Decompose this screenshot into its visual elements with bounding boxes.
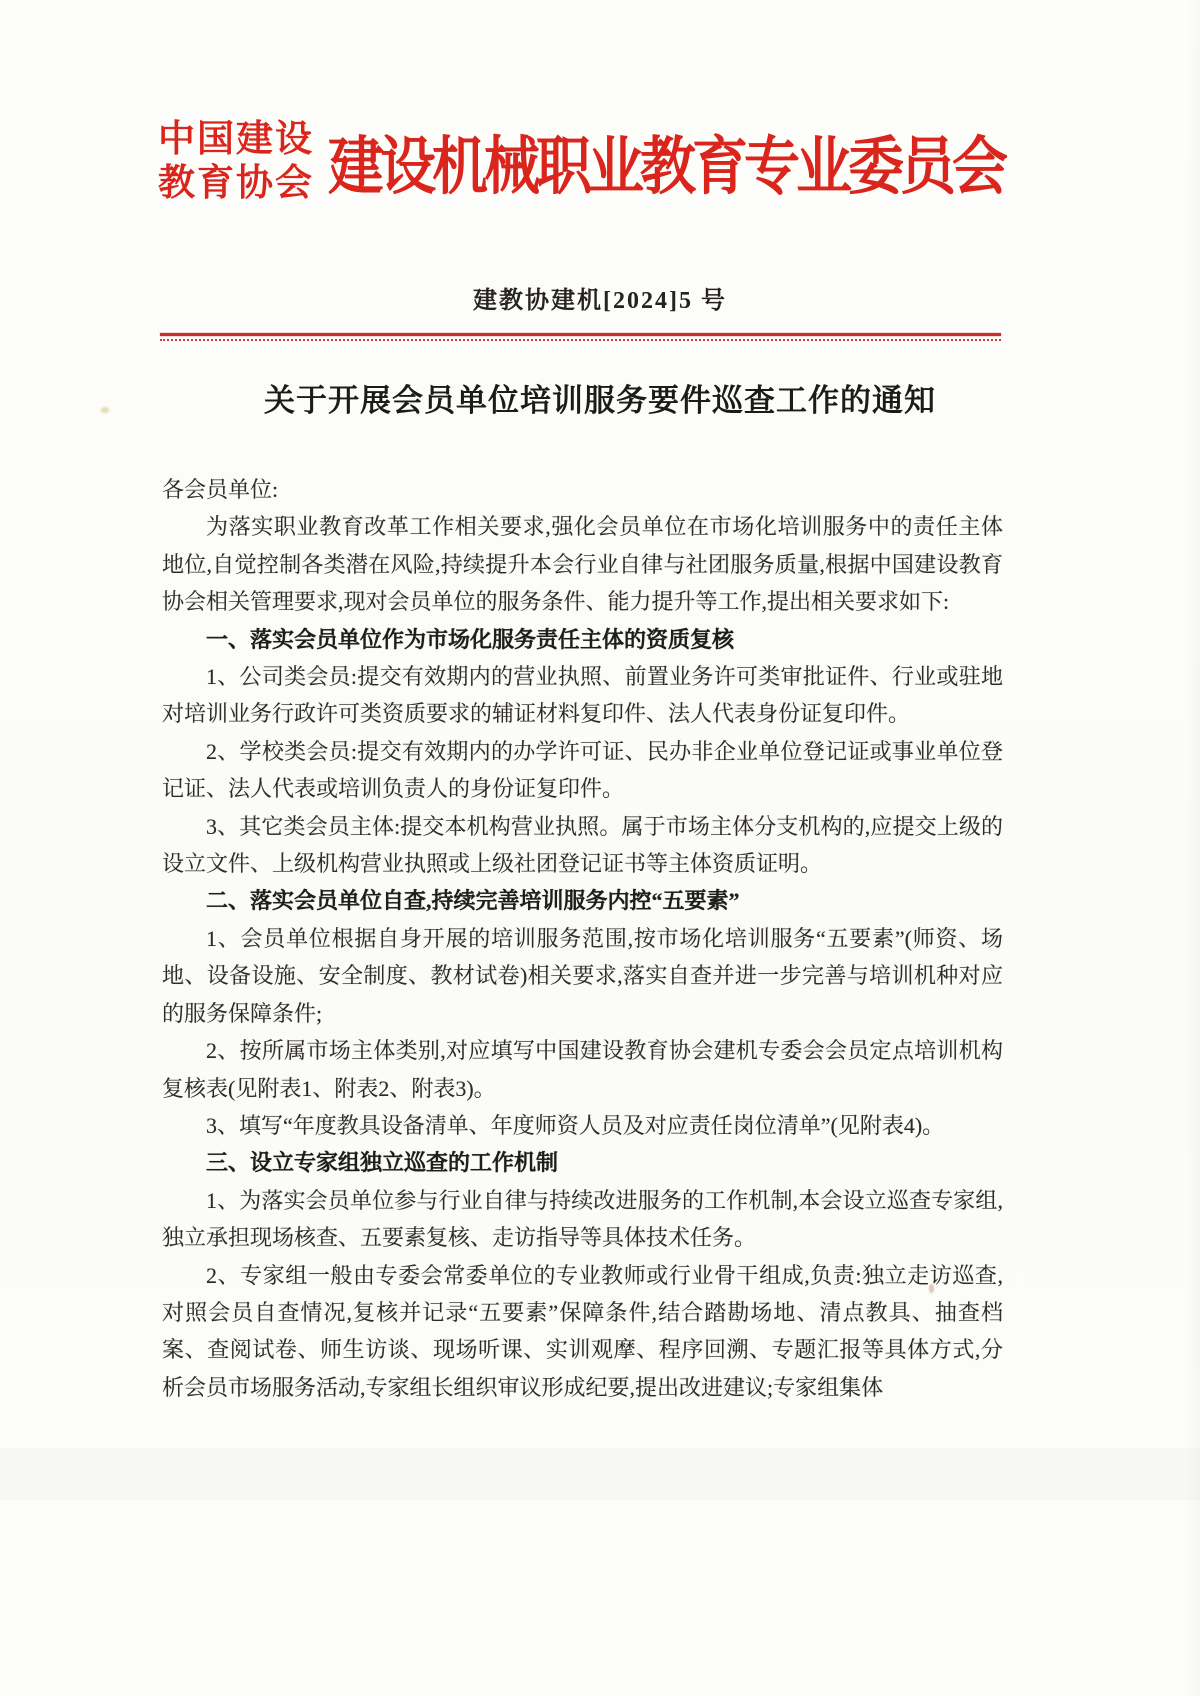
paragraph: 1、会员单位根据自身开展的培训服务范围,按市场化培训服务“五要素”(师资、场地、设备设施、安全制度、教材试卷)相关要求,落实自查并进一步完善与培训机种对应的服务保障条件; bbox=[162, 925, 1003, 1026]
paragraph: 1、为落实会员单位参与行业自律与持续改进服务的工作机制,本会设立巡查专家组,独立承担现场核查、五要素复核、走访指导等具体技术任务。 bbox=[162, 1187, 1003, 1251]
letterhead bbox=[158, 118, 1004, 206]
paragraph: 2、按所属市场主体类别,对应填写中国建设教育协会建机专委会会员定点培训机构复核表(见附表1、附表2、附表3)。 bbox=[162, 1038, 1003, 1101]
paragraph: 为落实职业教育改革工作相关要求,强化会员单位在市场化培训服务中的责任主体地位,自觉控制各类潜在风险,持续提升本会行业自律与社团服务质量,根据中国建设教育协会相关管理要求,现对会员单位的服务条件、能力提升等工作,提出相关要求如下: bbox=[162, 514, 1003, 615]
org-name-large: 建设机械职业教育专业委员会 bbox=[328, 132, 1004, 203]
red-divider bbox=[160, 333, 1001, 341]
salutation: 各会员单位: bbox=[162, 477, 279, 502]
paragraph: 2、学校类会员:提交有效期内的办学许可证、民办非企业单位登记证或事业单位登记证、法人代表或培训负责人的身份证复印件。 bbox=[162, 738, 1003, 802]
section-heading-3: 三、设立专家组独立巡查的工作机制 bbox=[206, 1150, 559, 1176]
document-title: 关于开展会员单位培训服务要件巡查工作的通知 bbox=[264, 383, 936, 418]
org-small-line1: 中国建设 bbox=[158, 119, 314, 160]
scan-artifact bbox=[101, 407, 109, 413]
org-small-line2: 教育协会 bbox=[158, 163, 314, 204]
paragraph: 3、其它类会员主体:提交本机构营业执照。属于市场主体分支机构的,应提交上级的设立文件、上级机构营业执照或上级社团登记证书等主体资质证明。 bbox=[162, 813, 1003, 877]
section-heading-1: 一、落实会员单位作为市场化服务责任主体的资质复核 bbox=[206, 626, 735, 652]
scan-artifact bbox=[1186, 0, 1200, 1696]
document-body bbox=[162, 471, 1003, 1406]
org-name-small bbox=[158, 118, 314, 206]
doc-number: 建教协建机[2024]5 号 bbox=[473, 288, 727, 314]
divider-solid-line bbox=[160, 333, 1001, 336]
paragraph: 1、公司类会员:提交有效期内的营业执照、前置业务许可类审批证件、行业或驻地对培训业务行政许可类资质要求的辅证材料复印件、法人代表身份证复印件。 bbox=[162, 664, 1003, 727]
scan-artifact bbox=[929, 1284, 934, 1293]
scan-artifact bbox=[0, 1448, 1200, 1500]
paragraph: 2、专家组一般由专委会常委单位的专业教师或行业骨干组成,负责:独立走访巡查,对照会员自查情况,复核并记录“五要素”保障条件,结合踏勘场地、清点教具、抽查档案、查阅试卷、师生访谈、现场听课、实训观摩、程序回溯、专题汇报等具体方式,分析会员市场服务活动,专家组长组织审议形成纪要,提出改进建议;专家组集体 bbox=[162, 1262, 1003, 1400]
section-heading-2: 二、落实会员单位自查,持续完善培训服务内控“五要素” bbox=[206, 888, 740, 914]
divider-dotted-line bbox=[160, 339, 1001, 341]
paragraph: 3、填写“年度教具设备清单、年度师资人员及对应责任岗位清单”(见附表4)。 bbox=[206, 1112, 945, 1138]
